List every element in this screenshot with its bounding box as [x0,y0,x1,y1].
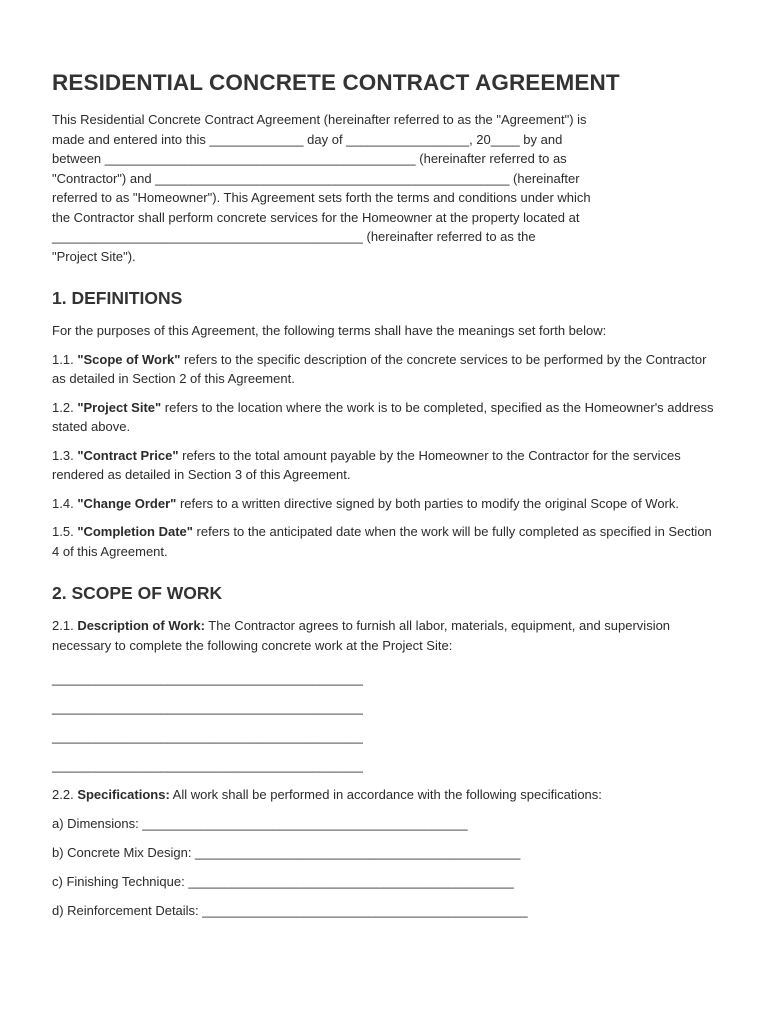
item-text: refers to the specific description of the concrete services to be performed by the Contractor as detailed in Section 2 of this Agreement. [52,351,707,386]
item-number: 1.1. [52,351,74,367]
item-text: refers to the total amount payable by the Homeowner to the Contractor for the services rendered as detailed in Section 3 of this Agreement. [52,447,681,482]
definition-item [52,522,718,561]
item-term: Specifications: [77,787,170,802]
definitions-lead: For the purposes of this Agreement, the following terms shall have the meanings set forth below: [52,323,607,338]
intro-line: ___________________________________________ (hereinafter referred to as the [52,229,536,244]
blank-fill-line[interactable]: ___________________________________________ [52,671,363,686]
intro-line: made and entered into this _____________ day of _________________, 20____ by and [52,131,563,147]
item-term: "Scope of Work" [77,351,181,367]
item-text: refers to a written directive signed by both parties to modify the original Scope of Work. [176,495,679,511]
document-title: RESIDENTIAL CONCRETE CONTRACT AGREEMENT [52,70,620,95]
item-number: 1.3. [52,447,74,463]
scope-description-item [52,616,718,655]
item-number: 1.4. [52,495,74,511]
intro-line: "Contractor") and _________________________________________________ (hereinafter [52,170,580,186]
item-term: Description of Work: [77,618,205,633]
definition-item [52,494,718,514]
blank-fill-line[interactable]: ___________________________________________ [52,729,363,744]
section-heading-definitions: 1. DEFINITIONS [52,288,183,308]
item-text: refers to the anticipated date when the work will be fully completed as specified in Section 4 of this Agreement. [52,524,712,559]
item-text: The Contractor agrees to furnish all labor, materials, equipment, and supervision necessary to complete the following concrete work at the Project Site: [52,618,671,653]
specifications-item [52,785,718,805]
item-number: 1.5. [52,524,74,539]
spec-dimensions-field[interactable]: a) Dimensions: _____________________________________________ [52,815,468,831]
definition-item [52,446,718,485]
intro-line: referred to as "Homeowner"). This Agreement sets forth the terms and conditions under which [52,190,591,205]
item-term: "Contract Price" [77,447,179,463]
item-text: All work shall be performed in accordance with the following specifications: [169,787,602,802]
item-term: "Completion Date" [77,524,193,539]
definition-item [52,398,718,437]
spec-mix-design-field[interactable]: b) Concrete Mix Design: _____________________________________________ [52,844,521,860]
item-number: 2.2. [52,787,74,802]
item-term: "Project Site" [77,399,162,415]
intro-paragraph [52,110,718,266]
item-number: 1.2. [52,399,74,415]
intro-line: "Project Site"). [52,248,136,264]
intro-line: This Residential Concrete Contract Agreement (hereinafter referred to as the "Agreement") is [52,112,587,127]
blank-fill-line[interactable]: ___________________________________________ [52,758,363,773]
item-term: "Change Order" [77,495,177,511]
item-number: 2.1. [52,618,74,633]
spec-reinforcement-field[interactable]: d) Reinforcement Details: _____________________________________________ [52,902,528,918]
intro-line: the Contractor shall perform concrete services for the Homeowner at the property located at [52,209,580,225]
definition-item [52,350,718,389]
item-text: refers to the location where the work is to be completed, specified as the Homeowner's address stated above. [52,399,714,434]
spec-finishing-field[interactable]: c) Finishing Technique: _____________________________________________ [52,873,514,889]
blank-fill-line[interactable]: ___________________________________________ [52,700,363,715]
intro-line: between ___________________________________________ (hereinafter referred to as [52,151,567,166]
section-heading-scope: 2. SCOPE OF WORK [52,583,223,603]
